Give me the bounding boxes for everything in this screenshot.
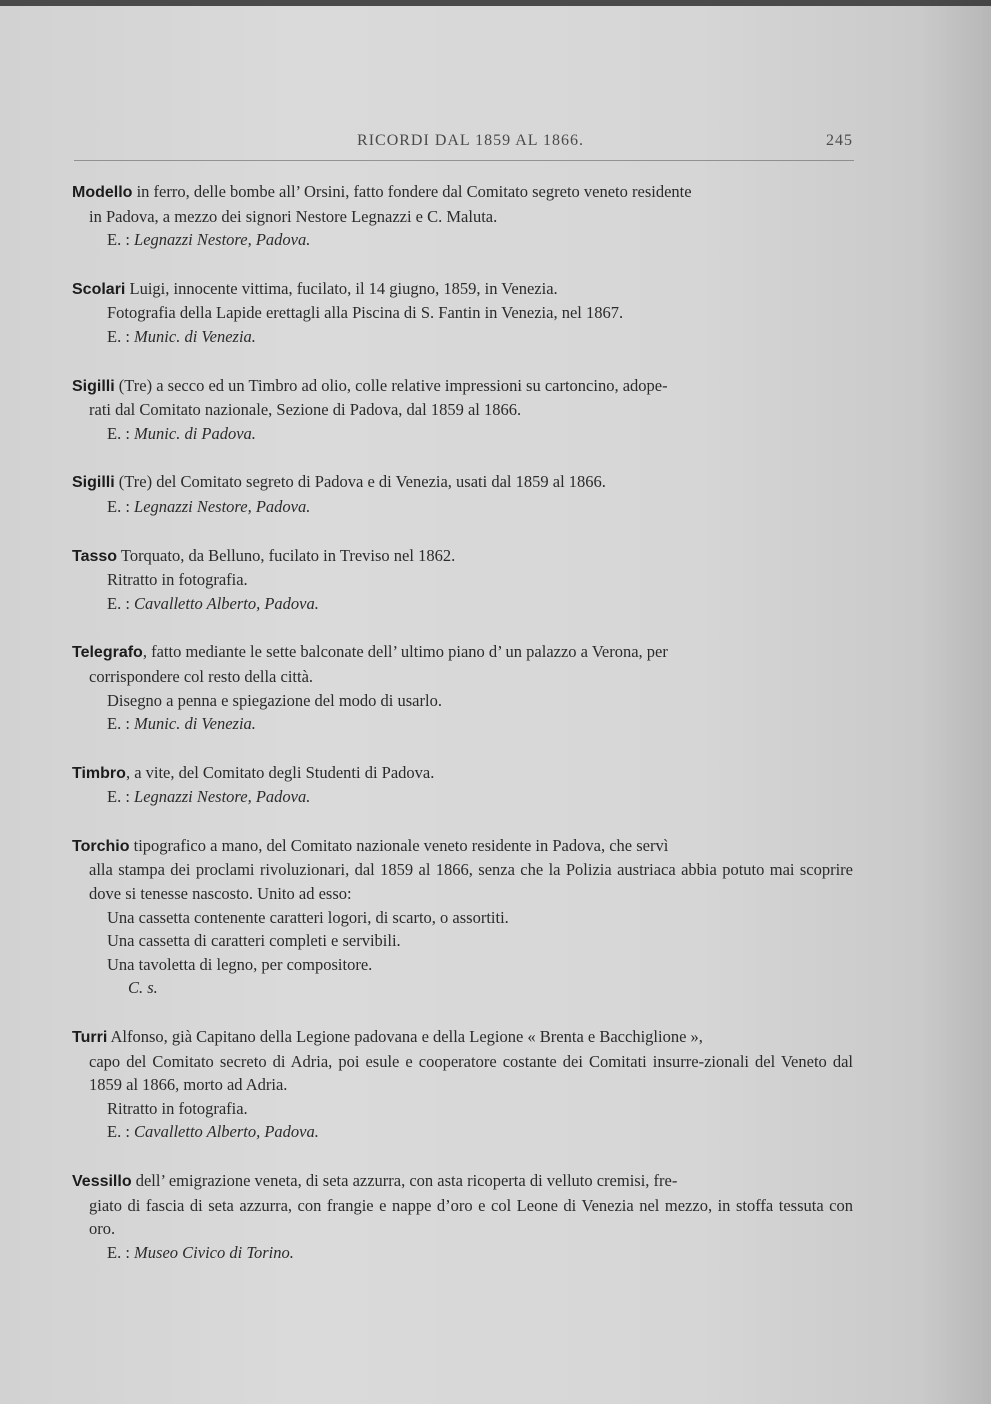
entry-owner-place: Legnazzi Nestore, Padova.: [134, 787, 311, 807]
entry-owner: E. : Cavalletto Alberto, Padova.: [107, 1122, 319, 1142]
catalogue-entry: [72, 761, 853, 809]
entry-term: Turri: [72, 1029, 108, 1047]
entry-owner: E. : Munic. di Padova.: [107, 423, 256, 443]
catalogue-entry: [72, 1025, 853, 1144]
entry-term: Vessillo: [72, 1173, 132, 1190]
entry-term: Modello: [72, 184, 133, 201]
entry-owner-place: Munic. di Venezia.: [134, 326, 256, 346]
page-number: 245: [826, 132, 853, 149]
entry-first-line: Alfonso, già Capitano della Legione padovana e della Legione « Brenta e Bacchiglione »,: [107, 1027, 703, 1047]
catalogue-entry: [72, 277, 853, 349]
entry-first-line: dell’ emigrazione veneta, di seta azzurra, con asta ricoperta di velluto cremisi, fre-: [131, 1171, 678, 1190]
entry-text: [72, 640, 853, 665]
entry-description: Ritratto in fotografia.: [107, 1098, 248, 1118]
entry-owner: E. : Museo Civico di Torino.: [107, 1242, 294, 1262]
entry-first-line: , fatto mediante le sette balconate dell’ ultimo piano d’ un palazzo a Verona, per: [142, 642, 668, 662]
entry-owner-place: Cavalletto Alberto, Padova.: [134, 1122, 319, 1142]
entry-owner-place: C. s.: [128, 978, 158, 998]
entry-description: Disegno a penna e spiegazione del modo di usarlo.: [107, 690, 442, 710]
catalogue-entry: [72, 180, 853, 252]
catalogue-entry: [72, 834, 853, 1000]
entry-owner: E. : Munic. di Venezia.: [107, 326, 256, 346]
entry-description: Fotografia della Lapide erettagli alla Piscina di S. Fantin in Venezia, nel 1867.: [107, 303, 624, 323]
entry-first-line: (Tre) del Comitato segreto di Padova e di Venezia, usati dal 1859 al 1866.: [114, 472, 606, 492]
entry-description: Una cassetta di caratteri completi e servibili.: [107, 931, 401, 951]
catalogue-entry: [72, 640, 853, 735]
entry-owner: E. : Cavalletto Alberto, Padova.: [107, 593, 319, 613]
entry-text: [72, 277, 853, 302]
scan-shadow: [921, 0, 991, 1404]
entry-owner-place: Museo Civico di Torino.: [134, 1242, 294, 1262]
entry-text: [72, 1169, 853, 1194]
scan-top-edge: [0, 0, 991, 6]
page-header: [88, 132, 853, 156]
catalogue-entry: [72, 544, 853, 616]
entry-term: Tasso: [72, 547, 118, 565]
entry-term: Telegrafo: [72, 644, 143, 662]
entry-owner: E. : Legnazzi Nestore, Padova.: [107, 230, 311, 250]
entry-text: [72, 1025, 853, 1050]
entry-continuation: rati dal Comitato nazionale, Sezione di Padova, dal 1859 al 1866.: [89, 400, 522, 420]
entry-continuation: alla stampa dei proclami rivoluzionari, dal 1859 al 1866, senza che la Polizia austriaca abbia potuto mai scoprire dove si tenesse nascosto. Unito ad esso:: [89, 860, 853, 904]
entry-owner: E. : Munic. di Venezia.: [107, 714, 256, 734]
entry-first-line: Luigi, innocente vittima, fucilato, il 14 giugno, 1859, in Venezia.: [125, 278, 558, 298]
entry-term: Timbro: [72, 764, 126, 782]
catalogue-entry: [72, 374, 853, 446]
entry-term: Sigilli: [72, 474, 115, 492]
entry-first-line: in ferro, delle bombe all’ Orsini, fatto fondere dal Comitato segreto veneto residente: [132, 182, 692, 201]
entry-continuation: in Padova, a mezzo dei signori Nestore Legnazzi e C. Maluta.: [89, 206, 498, 226]
entry-owner-place: Munic. di Padova.: [134, 423, 256, 443]
entry-owner-place: Cavalletto Alberto, Padova.: [134, 593, 319, 613]
entry-owner: [72, 976, 853, 1000]
running-title: RICORDI DAL 1859 AL 1866.: [357, 132, 584, 149]
catalogue-entry: [72, 470, 853, 518]
entry-owner: E. : Legnazzi Nestore, Padova.: [107, 787, 311, 807]
entry-continuation: corrispondere col resto della città.: [89, 666, 314, 686]
entry-first-line: tipografico a mano, del Comitato nazionale veneto residente in Padova, che servì: [129, 835, 669, 855]
catalogue-entry: [72, 1169, 853, 1264]
entry-text: [72, 470, 853, 495]
entry-text: [72, 180, 853, 205]
entry-term: Sigilli: [72, 377, 115, 395]
entry-text: [72, 834, 853, 859]
entry-first-line: Torquato, da Belluno, fucilato in Treviso nel 1862.: [117, 545, 456, 565]
entry-text: [72, 374, 853, 399]
entry-owner-place: Legnazzi Nestore, Padova.: [134, 230, 311, 250]
entry-first-line: , a vite, del Comitato degli Studenti di Padova.: [125, 762, 435, 782]
entry-text: [72, 761, 853, 786]
entry-description: Una tavoletta di legno, per compositore.: [107, 954, 373, 974]
entry-text: [72, 544, 853, 569]
entry-first-line: (Tre) a secco ed un Timbro ad olio, colle relative impressioni su cartoncino, adope-: [114, 375, 668, 395]
entry-description: Una cassetta contenente caratteri logori, di scarto, o assortiti.: [107, 907, 509, 927]
catalogue-entries: [72, 180, 853, 1289]
entry-owner: E. : Legnazzi Nestore, Padova.: [107, 496, 311, 516]
entry-continuation: giato di fascia di seta azzurra, con frangie e nappe d’oro e col Leone di Venezia nel mezzo, in stoffa tessuta con oro.: [89, 1195, 853, 1239]
entry-continuation: capo del Comitato secreto di Adria, poi esule e cooperatore costante dei Comitati insurre-zionali del Veneto dal 1859 al 1866, morto ad Adria.: [89, 1051, 853, 1095]
header-rule: [74, 160, 854, 161]
entry-term: Torchio: [72, 837, 130, 855]
entry-owner-place: Munic. di Venezia.: [134, 714, 256, 734]
entry-term: Scolari: [72, 280, 126, 298]
entry-description: Ritratto in fotografia.: [107, 570, 248, 590]
entry-owner-place: Legnazzi Nestore, Padova.: [134, 496, 311, 516]
